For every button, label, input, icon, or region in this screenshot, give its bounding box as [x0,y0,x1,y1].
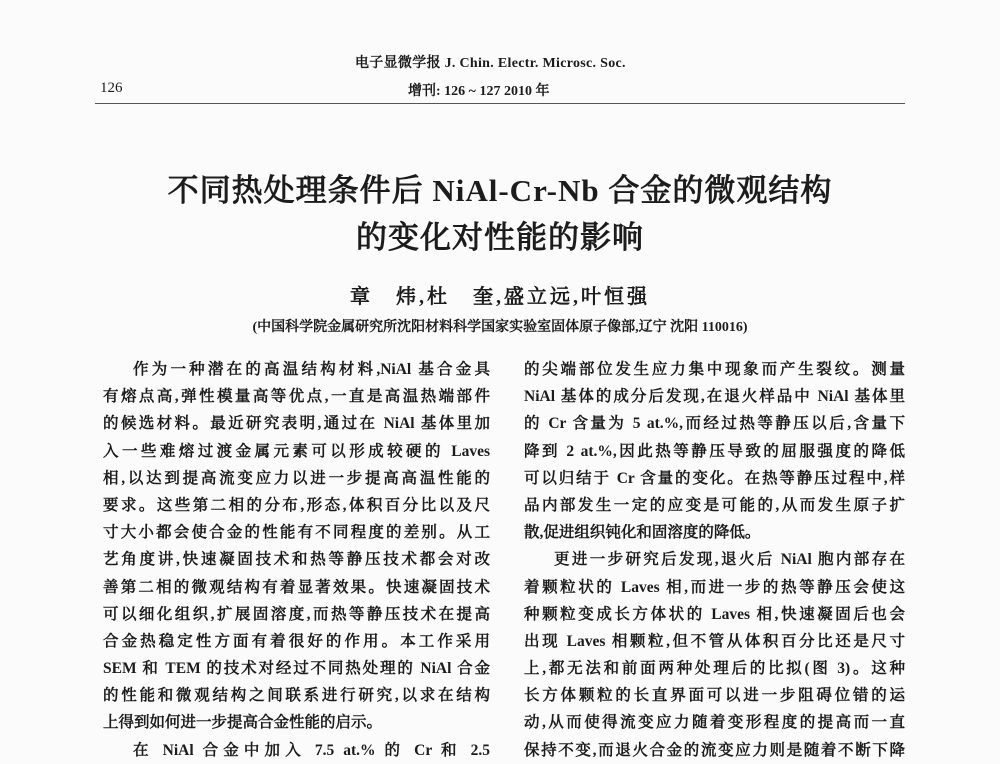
text-line: SEM 和 TEM 的技术对经过不同热处理的 NiAl 合金 [103,660,490,678]
text-line: 长方体颗粒的长直界面可以进一步阻碍位错的运 [524,687,905,705]
page-number: 126 [100,80,123,96]
journal-name: 电子显微学报 J. Chin. Electr. Microsc. Soc. [355,56,626,71]
text-line: 降到 2 at.%,因此热等静压导致的屈服强度的降低 [524,442,905,460]
authors: 章 炜,杜 奎,盛立远,叶恒强 [350,286,650,308]
paper-title-line-2: 的变化对性能的影响 [356,220,644,255]
header-divider [95,103,905,104]
text-line: 的尖端部位发生应力集中现象而产生裂纹。测量 [524,361,905,378]
text-line: 上得到如何进一步提高合金性能的启示。 [103,714,383,732]
text-line: 品内部发生一定的应变是可能的,从而发生原子扩 [524,496,905,514]
paper-title-line-1: 不同热处理条件后 NiAl-Cr-Nb 合金的微观结构 [167,173,833,208]
text-line: 可以细化组织,扩展固溶度,而热等静压技术在提高 [103,605,490,623]
text-line: 善第二相的微观结构有着显著效果。快速凝固技术 [103,578,490,596]
text-line: 在 NiAl 合金中加入 7.5 at.% 的 Cr 和 2.5 [133,741,490,759]
text-line: 更进一步研究后发现,退火后 NiAl 胞内部存在 [554,551,905,569]
text-line: 作为一种潜在的高温结构材料,NiAl 基合金具 [133,361,490,378]
text-line: 艺角度讲,快速凝固技术和热等静压技术都会对改 [103,551,490,569]
affiliation: (中国科学院金属研究所沈阳材料科学国家实验室固体原子像部,辽宁 沈阳 110016) [252,320,748,335]
text-line: 种颗粒变成长方体状的 Laves 相,快速凝固后也会 [524,605,905,623]
text-line: NiAl 基体的成分后发现,在退火样品中 NiAl 基体里 [524,388,905,406]
text-line: 可以归结于 Cr 含量的变化。在热等静压过程中,样 [524,469,905,487]
left-column [103,356,490,764]
text-line: 有熔点高,弹性模量高等优点,一直是高温热端部件 [103,388,490,406]
text-line: 散,促进组织钝化和固溶度的降低。 [524,524,761,542]
text-line: 出现 Laves 相颗粒,但不管从体积百分比还是尺寸 [524,632,905,650]
text-line: 寸大小都会使合金的性能有不同程度的差别。从工 [103,524,490,542]
text-line: 动,从而使得流变应力随着变形程度的提高而一直 [524,714,905,732]
text-line: 的 Cr 含量为 5 at.%,而经过热等静压以后,含量下 [524,415,905,433]
text-line: 上,都无法和前面两种处理后的比拟(图 3)。这种 [524,660,905,678]
text-line: 的候选材料。最近研究表明,通过在 NiAl 基体里加 [103,415,490,433]
text-line: 保持不变,而退火合金的流变应力则是随着不断下降 [524,741,905,759]
text-line: 要求。这些第二相的分布,形态,体积百分比以及尺 [103,496,490,514]
text-line: 的性能和微观结构之间联系进行研究,以求在结构 [103,687,490,705]
issue-info: 增刊: 126 ~ 127 2010 年 [408,84,550,99]
text-line: 入一些难熔过渡金属元素可以形成较硬的 Laves [103,442,490,460]
text-line: 着颗粒状的 Laves 相,而进一步的热等静压会使这 [524,578,905,596]
right-column [524,356,905,764]
text-line: 相,以达到提高流变应力以进一步提高高温性能的 [103,469,490,487]
text-line: 合金热稳定性方面有着很好的作用。本工作采用 [103,632,490,650]
